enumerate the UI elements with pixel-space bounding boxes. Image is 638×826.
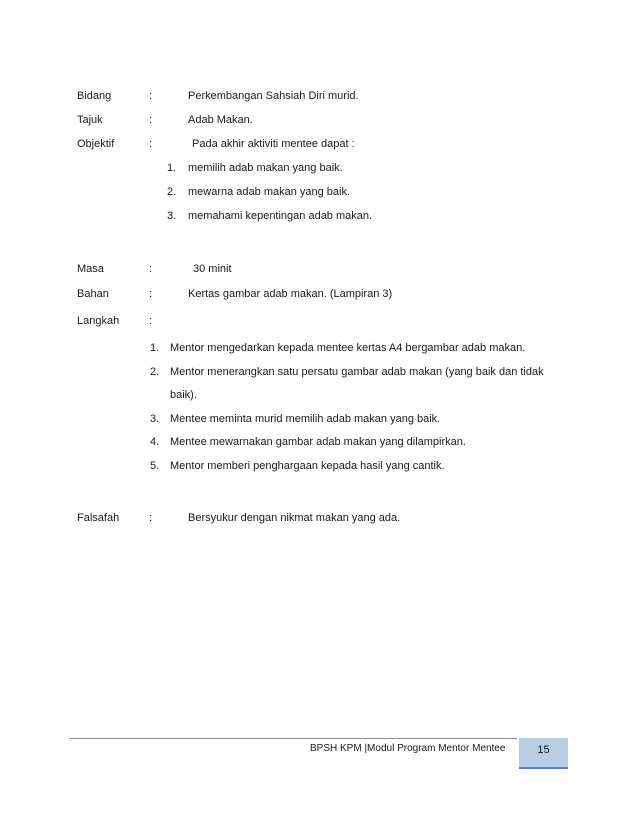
list-number: 1. [150, 342, 160, 354]
list-number: 4. [150, 436, 160, 448]
list-text: memahami kepentingan adab makan. [188, 210, 373, 222]
footer-divider [70, 738, 517, 739]
list-number: 5. [150, 460, 160, 472]
field-value: Perkembangan Sahsiah Diri murid. [188, 90, 359, 102]
list-text: baik). [170, 389, 197, 401]
field-objektif [0, 138, 638, 154]
field-falsafah [0, 512, 638, 528]
field-label: Bahan [77, 288, 109, 300]
field-colon: : [149, 90, 153, 102]
footer-text: BPSH KPM |Modul Program Mentor Mentee [310, 743, 506, 754]
field-label: Langkah [77, 315, 120, 327]
field-label: Masa [77, 263, 104, 275]
field-colon: : [149, 263, 153, 275]
list-number: 3. [150, 413, 160, 425]
list-item [0, 436, 638, 452]
field-colon: : [149, 288, 153, 300]
list-text: memilih adab makan yang baik. [188, 162, 343, 174]
list-item [0, 186, 638, 202]
field-bahan [0, 288, 638, 304]
field-colon: : [149, 315, 153, 327]
list-item [0, 413, 638, 429]
field-label: Objektif [77, 138, 115, 150]
list-number: 1. [167, 162, 177, 174]
field-colon: : [149, 512, 153, 524]
list-number: 2. [167, 186, 177, 198]
list-number: 3. [167, 210, 177, 222]
list-item [0, 460, 638, 476]
field-colon: : [149, 138, 153, 150]
page-number: 15 [519, 738, 568, 769]
field-label: Bidang [77, 90, 112, 102]
list-text: Mentor menerangkan satu persatu gambar adab makan (yang baik dan tidak [170, 366, 544, 378]
list-item [0, 366, 638, 382]
list-text: Mentee meminta murid memilih adab makan yang baik. [170, 413, 441, 425]
list-text: Mentor mengedarkan kepada mentee kertas A4 bergambar adab makan. [170, 342, 526, 354]
list-text: Mentee mewarnakan gambar adab makan yang dilampirkan. [170, 436, 466, 448]
field-value: Kertas gambar adab makan. (Lampiran 3) [188, 288, 393, 300]
field-colon: : [149, 114, 153, 126]
list-text: mewarna adab makan yang baik. [188, 186, 351, 198]
field-bidang [0, 90, 638, 106]
field-value: Pada akhir aktiviti mentee dapat : [192, 138, 355, 150]
list-text: Mentor memberi penghargaan kepada hasil yang cantik. [170, 460, 445, 472]
list-item [0, 342, 638, 358]
field-tajuk [0, 114, 638, 130]
list-item-continuation [0, 389, 638, 405]
field-langkah [0, 315, 638, 331]
list-item [0, 162, 638, 178]
field-masa [0, 263, 638, 279]
field-value: Adab Makan. [188, 114, 253, 126]
field-label: Falsafah [77, 512, 120, 524]
list-number: 2. [150, 366, 160, 378]
field-label: Tajuk [77, 114, 103, 126]
field-value: 30 minit [193, 263, 232, 275]
field-value: Bersyukur dengan nikmat makan yang ada. [188, 512, 401, 524]
list-item [0, 210, 638, 226]
